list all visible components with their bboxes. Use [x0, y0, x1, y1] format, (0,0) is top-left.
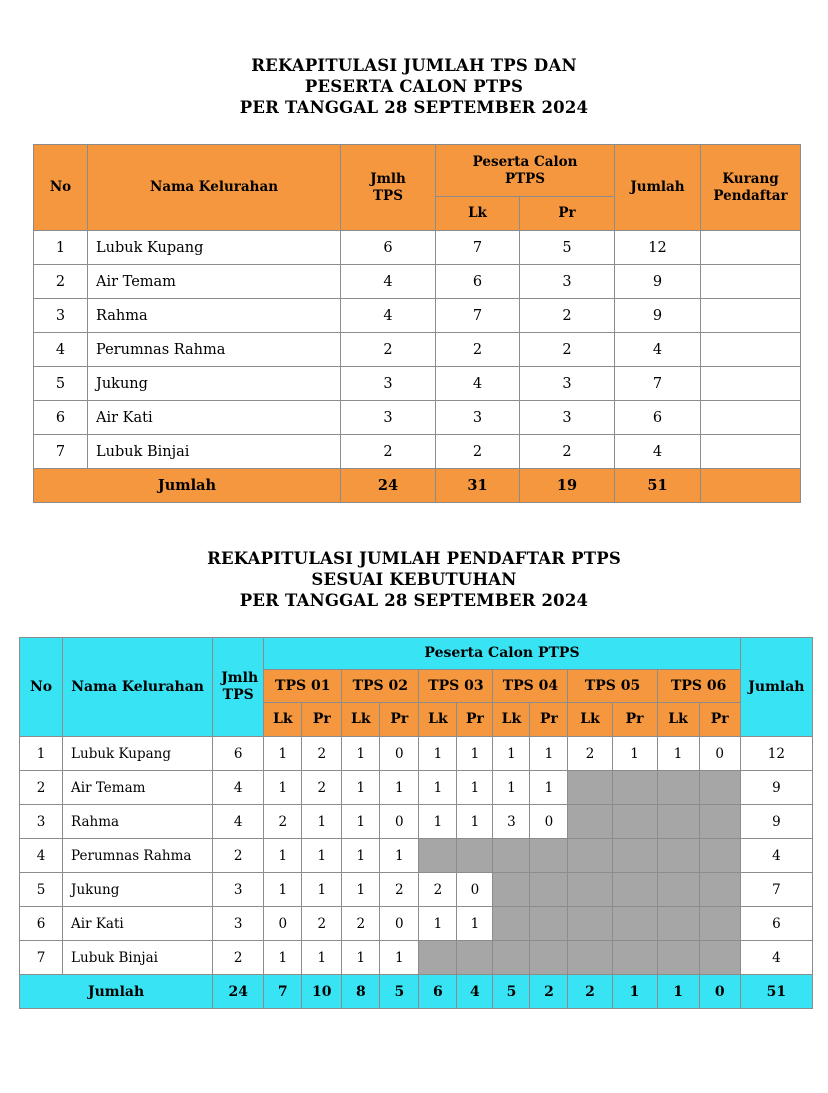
title-line: REKAPITULASI JUMLAH TPS DAN	[251, 56, 577, 75]
cell-count: 1	[530, 771, 568, 805]
cell-count: 0	[530, 805, 568, 839]
table-rekap-tps	[33, 144, 801, 503]
total-count: 8	[342, 975, 380, 1009]
cell-jumlah: 4	[615, 435, 701, 469]
cell-jumlah: 12	[615, 231, 701, 265]
cell-count: 1	[264, 839, 302, 873]
title-rekap-pendaftar	[0, 548, 828, 611]
cell-empty	[568, 771, 612, 805]
cell-count: 1	[264, 737, 302, 771]
cell-empty	[657, 805, 699, 839]
cell-jumlah: 4	[740, 941, 812, 975]
cell-empty	[568, 805, 612, 839]
cell-count: 1	[419, 907, 457, 941]
table-row	[34, 299, 801, 333]
header-tps-1: TPS 01	[264, 670, 342, 703]
cell-count: 0	[699, 737, 740, 771]
cell-count: 2	[302, 737, 342, 771]
cell-empty	[530, 839, 568, 873]
cell-kurang	[701, 299, 801, 333]
cell-empty	[612, 941, 657, 975]
cell-empty	[657, 771, 699, 805]
header-pr: Pr	[612, 703, 657, 737]
cell-jumlah: 9	[740, 771, 812, 805]
header-tps-6: TPS 06	[657, 670, 740, 703]
total-count: 5	[380, 975, 419, 1009]
cell-count: 1	[419, 771, 457, 805]
cell-jumlah: 7	[740, 873, 812, 907]
cell-count: 2	[419, 873, 457, 907]
cell-no: 4	[20, 839, 63, 873]
cell-tps: 2	[341, 333, 436, 367]
cell-lk: 7	[436, 231, 520, 265]
cell-count: 2	[568, 737, 612, 771]
title-line: SESUAI KEBUTUHAN	[311, 570, 517, 589]
header-peserta-calon: Peserta Calon PTPS	[436, 145, 615, 197]
cell-nama: Lubuk Binjai	[88, 435, 341, 469]
cell-empty	[419, 839, 457, 873]
cell-nama: Air Kati	[88, 401, 341, 435]
cell-count: 1	[342, 737, 380, 771]
cell-count: 2	[264, 805, 302, 839]
cell-count: 1	[302, 805, 342, 839]
cell-count: 1	[457, 737, 493, 771]
cell-count: 1	[302, 839, 342, 873]
cell-count: 2	[342, 907, 380, 941]
cell-empty	[530, 941, 568, 975]
cell-count: 2	[302, 771, 342, 805]
cell-count: 1	[342, 941, 380, 975]
cell-pr: 3	[520, 401, 615, 435]
header-tps-2: TPS 02	[342, 670, 419, 703]
title-line: PER TANGGAL 28 SEPTEMBER 2024	[239, 98, 589, 117]
table-row	[34, 265, 801, 299]
total-count: 2	[530, 975, 568, 1009]
header-pr: Pr	[302, 703, 342, 737]
cell-count: 1	[264, 941, 302, 975]
title-rekap-tps	[0, 55, 828, 118]
cell-count: 1	[342, 805, 380, 839]
total-jumlah: 51	[615, 469, 701, 503]
cell-count: 1	[342, 839, 380, 873]
cell-empty	[457, 839, 493, 873]
cell-count: 0	[264, 907, 302, 941]
table-rekap-pendaftar	[19, 637, 813, 1009]
cell-pr: 5	[520, 231, 615, 265]
cell-nama: Lubuk Binjai	[63, 941, 213, 975]
cell-no: 4	[34, 333, 88, 367]
cell-empty	[699, 941, 740, 975]
cell-nama: Lubuk Kupang	[63, 737, 213, 771]
cell-tps: 4	[213, 771, 264, 805]
cell-nama: Jukung	[63, 873, 213, 907]
cell-tps: 6	[213, 737, 264, 771]
cell-pr: 2	[520, 333, 615, 367]
title-line: PESERTA CALON PTPS	[304, 77, 524, 96]
cell-count: 1	[419, 737, 457, 771]
cell-empty	[568, 941, 612, 975]
cell-jumlah: 7	[615, 367, 701, 401]
cell-kurang	[701, 401, 801, 435]
cell-tps: 3	[341, 401, 436, 435]
header-lk: Lk	[436, 197, 520, 231]
total-count: 1	[612, 975, 657, 1009]
cell-count: 1	[380, 839, 419, 873]
header-tps-3: TPS 03	[419, 670, 493, 703]
header-pr: Pr	[530, 703, 568, 737]
table-row	[34, 401, 801, 435]
cell-lk: 7	[436, 299, 520, 333]
title-line: PER TANGGAL 28 SEPTEMBER 2024	[239, 591, 589, 610]
cell-count: 1	[493, 737, 530, 771]
table-row	[20, 907, 813, 941]
total-count: 10	[302, 975, 342, 1009]
total-row	[20, 975, 813, 1009]
cell-tps: 3	[341, 367, 436, 401]
table-row	[20, 873, 813, 907]
table-row	[20, 737, 813, 771]
cell-pr: 2	[520, 435, 615, 469]
cell-count: 0	[380, 907, 419, 941]
cell-empty	[530, 907, 568, 941]
cell-tps: 6	[341, 231, 436, 265]
cell-lk: 4	[436, 367, 520, 401]
header-nama-kelurahan: Nama Kelurahan	[88, 145, 341, 231]
header-lk: Lk	[342, 703, 380, 737]
header-lk: Lk	[568, 703, 612, 737]
total-count: 0	[699, 975, 740, 1009]
table-row	[20, 839, 813, 873]
cell-empty	[657, 839, 699, 873]
total-count: 1	[657, 975, 699, 1009]
cell-count: 1	[380, 771, 419, 805]
header-jumlah: Jumlah	[615, 145, 701, 231]
header-no: No	[20, 638, 63, 737]
cell-no: 6	[20, 907, 63, 941]
cell-count: 1	[302, 873, 342, 907]
cell-no: 2	[34, 265, 88, 299]
cell-empty	[612, 839, 657, 873]
total-row	[34, 469, 801, 503]
total-count: 6	[419, 975, 457, 1009]
cell-nama: Lubuk Kupang	[88, 231, 341, 265]
cell-count: 1	[457, 907, 493, 941]
header-no: No	[34, 145, 88, 231]
table-row	[34, 435, 801, 469]
cell-count: 1	[419, 805, 457, 839]
total-label: Jumlah	[20, 975, 213, 1009]
header-jmlh-tps: Jmlh TPS	[213, 638, 264, 737]
cell-count: 1	[342, 771, 380, 805]
total-count: 2	[568, 975, 612, 1009]
header-lk: Lk	[264, 703, 302, 737]
cell-tps: 2	[213, 941, 264, 975]
cell-kurang	[701, 367, 801, 401]
cell-count: 0	[457, 873, 493, 907]
cell-count: 0	[380, 737, 419, 771]
cell-jumlah: 4	[615, 333, 701, 367]
cell-empty	[657, 907, 699, 941]
cell-tps: 3	[213, 873, 264, 907]
cell-count: 0	[380, 805, 419, 839]
cell-no: 5	[20, 873, 63, 907]
cell-empty	[612, 805, 657, 839]
cell-kurang	[701, 231, 801, 265]
header-lk: Lk	[419, 703, 457, 737]
cell-nama: Jukung	[88, 367, 341, 401]
cell-empty	[699, 873, 740, 907]
cell-jumlah: 9	[615, 299, 701, 333]
cell-count: 1	[342, 873, 380, 907]
cell-nama: Air Temam	[63, 771, 213, 805]
cell-nama: Rahma	[63, 805, 213, 839]
cell-count: 1	[457, 771, 493, 805]
cell-no: 3	[34, 299, 88, 333]
cell-empty	[493, 839, 530, 873]
header-jumlah: Jumlah	[740, 638, 812, 737]
total-pr: 19	[520, 469, 615, 503]
total-count: 7	[264, 975, 302, 1009]
cell-empty	[457, 941, 493, 975]
table-row	[34, 333, 801, 367]
cell-empty	[699, 839, 740, 873]
cell-empty	[657, 941, 699, 975]
header-tps-5: TPS 05	[568, 670, 657, 703]
cell-empty	[530, 873, 568, 907]
cell-empty	[493, 873, 530, 907]
cell-kurang	[701, 265, 801, 299]
total-jumlah: 51	[740, 975, 812, 1009]
cell-nama: Air Kati	[63, 907, 213, 941]
cell-tps: 4	[341, 265, 436, 299]
total-count: 4	[457, 975, 493, 1009]
cell-kurang	[701, 333, 801, 367]
cell-no: 2	[20, 771, 63, 805]
cell-pr: 3	[520, 265, 615, 299]
header-nama-kelurahan: Nama Kelurahan	[63, 638, 213, 737]
cell-count: 1	[530, 737, 568, 771]
cell-jumlah: 6	[740, 907, 812, 941]
cell-empty	[612, 907, 657, 941]
cell-lk: 6	[436, 265, 520, 299]
cell-lk: 3	[436, 401, 520, 435]
cell-empty	[568, 907, 612, 941]
header-lk: Lk	[657, 703, 699, 737]
cell-empty	[612, 873, 657, 907]
total-label: Jumlah	[34, 469, 341, 503]
cell-tps: 4	[213, 805, 264, 839]
cell-empty	[568, 839, 612, 873]
cell-no: 3	[20, 805, 63, 839]
header-jmlh-tps: Jmlh TPS	[341, 145, 436, 231]
cell-empty	[493, 907, 530, 941]
cell-empty	[612, 771, 657, 805]
cell-lk: 2	[436, 435, 520, 469]
cell-lk: 2	[436, 333, 520, 367]
header-pr: Pr	[520, 197, 615, 231]
total-tps: 24	[213, 975, 264, 1009]
cell-empty	[699, 771, 740, 805]
cell-pr: 2	[520, 299, 615, 333]
header-pr: Pr	[380, 703, 419, 737]
cell-count: 1	[264, 771, 302, 805]
header-lk: Lk	[493, 703, 530, 737]
cell-empty	[493, 941, 530, 975]
cell-tps: 4	[341, 299, 436, 333]
cell-nama: Perumnas Rahma	[63, 839, 213, 873]
cell-jumlah: 4	[740, 839, 812, 873]
cell-pr: 3	[520, 367, 615, 401]
total-lk: 31	[436, 469, 520, 503]
total-tps: 24	[341, 469, 436, 503]
cell-no: 5	[34, 367, 88, 401]
cell-empty	[699, 907, 740, 941]
cell-count: 2	[380, 873, 419, 907]
cell-no: 7	[34, 435, 88, 469]
header-tps-4: TPS 04	[493, 670, 568, 703]
cell-count: 1	[302, 941, 342, 975]
cell-nama: Rahma	[88, 299, 341, 333]
cell-tps: 2	[341, 435, 436, 469]
cell-empty	[699, 805, 740, 839]
cell-tps: 3	[213, 907, 264, 941]
table-row	[34, 231, 801, 265]
cell-no: 7	[20, 941, 63, 975]
table-row	[20, 941, 813, 975]
cell-no: 6	[34, 401, 88, 435]
cell-nama: Air Temam	[88, 265, 341, 299]
cell-count: 3	[493, 805, 530, 839]
cell-count: 1	[612, 737, 657, 771]
cell-count: 1	[457, 805, 493, 839]
header-kurang-pendaftar: Kurang Pendaftar	[701, 145, 801, 231]
title-line: REKAPITULASI JUMLAH PENDAFTAR PTPS	[207, 549, 621, 568]
cell-jumlah: 6	[615, 401, 701, 435]
total-kurang	[701, 469, 801, 503]
cell-count: 1	[657, 737, 699, 771]
cell-jumlah: 9	[615, 265, 701, 299]
cell-jumlah: 12	[740, 737, 812, 771]
cell-jumlah: 9	[740, 805, 812, 839]
cell-empty	[568, 873, 612, 907]
cell-nama: Perumnas Rahma	[88, 333, 341, 367]
total-count: 5	[493, 975, 530, 1009]
cell-no: 1	[34, 231, 88, 265]
cell-tps: 2	[213, 839, 264, 873]
table-row	[20, 805, 813, 839]
cell-empty	[657, 873, 699, 907]
cell-count: 1	[264, 873, 302, 907]
cell-empty	[419, 941, 457, 975]
cell-count: 1	[380, 941, 419, 975]
cell-count: 2	[302, 907, 342, 941]
cell-count: 1	[493, 771, 530, 805]
table-row	[20, 771, 813, 805]
table-row	[34, 367, 801, 401]
cell-no: 1	[20, 737, 63, 771]
header-peserta-calon: Peserta Calon PTPS	[264, 638, 741, 670]
cell-kurang	[701, 435, 801, 469]
header-pr: Pr	[457, 703, 493, 737]
header-pr: Pr	[699, 703, 740, 737]
